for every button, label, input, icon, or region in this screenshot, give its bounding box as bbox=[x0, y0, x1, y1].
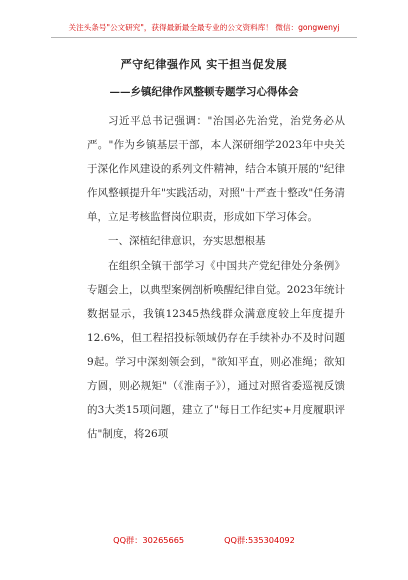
header-notice: 关注头条号"公文研究"，获得最新最全最专业的公文资料库！ 微信：gongwenyj bbox=[68, 23, 340, 32]
document-title: 严守纪律强作风 实干担当促发展 bbox=[120, 58, 288, 71]
header-divider bbox=[51, 37, 357, 38]
footer-qq-group-1: QQ群：30265665 bbox=[113, 535, 185, 545]
section-heading: 一、深植纪律意识，夯实思想根基 bbox=[108, 235, 266, 248]
body-paragraph: 习近平总书记强调："治国必先治党，治党务必从严。"作为乡镇基层干部，本人深研细学2023年中央关于深化作风建设的系列文件精神，结合本镇开展的"纪律作风整顿提升年"实践活动，对照"十严查十整改"任务清单，立足考核监督岗位职责，形成如下学习体会。 bbox=[87, 115, 345, 224]
document-body bbox=[87, 109, 345, 446]
document-subtitle: ——乡镇纪律作风整顿专题学习心得体会 bbox=[109, 86, 299, 98]
footer-qq-group-2: QQ群:535304092 bbox=[224, 535, 295, 545]
body-paragraph: 在组织全镇干部学习《中国共产党纪律处分条例》专题会上，以典型案例剖析唤醒纪律自觉。2023年统计数据显示，我镇12345热线群众满意度较上年度提升12.6%，但工程招投标领域仍存在手续补办不及时问题9起。学习中深刻领会到，"欲知平直，则必准绳；欲知方圆，则必规矩"（《淮南子》），通过对照省委巡视反馈的3大类15项问题，建立了"每日工作纪实+月度履职评估"制度，将26项 bbox=[87, 259, 345, 441]
footer bbox=[0, 535, 408, 546]
